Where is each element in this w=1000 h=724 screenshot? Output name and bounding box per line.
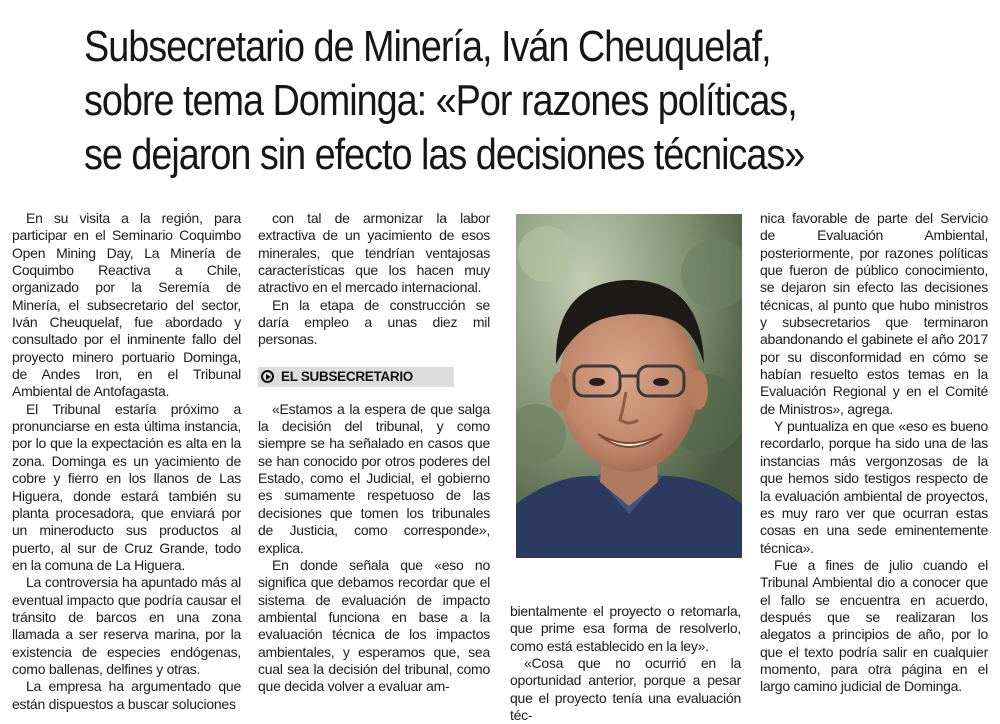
article-column-2 bbox=[258, 210, 490, 696]
headline-line-1: Subsecretario de Minería, Iván Cheuquelaf, bbox=[84, 22, 771, 71]
arrow-right-icon bbox=[261, 370, 274, 383]
paragraph: nica favorable de parte del Servicio de Evaluación Ambiental, posteriormente, por razones políticas que fueron de público conocimiento, se dejaron sin efecto las decisiones técnicas, al punto que hubo ministros y subsecretarios que terminaron abandonando el gabinete el año 2017 por su disconformidad en cómo se habían resuelto estos temas en la Evaluación Regional y en el Comité de Ministros», agrega. bbox=[760, 210, 988, 417]
paragraph: La empresa ha argumentado que están dispuestos a buscar soluciones bbox=[12, 678, 241, 712]
paragraph: En su visita a la región, para participar en el Seminario Coquimbo Open Mining Day, La Minería de Coquimbo Reactiva a Chile, organizado por la Seremía de Minería, el subsecretario del sector, Iván Cheuquelaf, fue abordado y consultado por el inminente fallo del proyecto minero portuario Dominga, de Andes Iron, en el Tribunal Ambiental de Antofagasta. bbox=[12, 210, 241, 400]
portrait-illustration bbox=[516, 214, 742, 558]
paragraph: En la etapa de construcción se daría empleo a unas diez mil personas. bbox=[258, 296, 490, 348]
subhead-label: EL SUBSECRETARIO bbox=[281, 369, 413, 385]
paragraph: «Estamos a la espera de que salga la decisión del tribunal, y como siempre se ha señalado en casos que se han conocido por otros poderes del Estado, como el Judicial, el gobierno es sumamente respetuoso de las decisiones que tomen los tribunales de Justicia, como corresponde», explica. bbox=[258, 400, 490, 556]
paragraph: Y puntualiza en que «eso es bueno recordarlo, porque ha sido una de las instancias más vergonzosas de la que hemos sido testigos respecto de la evaluación ambiental de proyectos, es muy raro ver que ocurran estas cosas en una sede eminentemente técnica». bbox=[760, 418, 988, 556]
paragraph: «Cosa que no ocurrió en la oportunidad anterior, porque a pesar que el proyecto tenía una evaluación téc- bbox=[510, 655, 741, 724]
paragraph: La controversia ha apuntado más al eventual impacto que podría causar el tránsito de barcos en una zona llamada a ser reserva marina, por la existencia de especies endógenas, como ballenas, delfines y otras. bbox=[12, 574, 241, 677]
article-column-1 bbox=[12, 210, 241, 713]
article-column-3 bbox=[510, 603, 741, 724]
section-subhead bbox=[258, 367, 454, 387]
paragraph: con tal de armonizar la labor extractiva de un yacimiento de esos minerales, que tendrían ventajosas características que los hacen muy atractivo en el mercado internacional. bbox=[258, 210, 490, 296]
paragraph: bientalmente el proyecto o retomarla, que prime esa forma de resolverlo, como está establecido en la ley». bbox=[510, 603, 741, 654]
headline-line-3: se dejaron sin efecto las decisiones técnicas» bbox=[84, 130, 805, 179]
headline bbox=[84, 20, 858, 182]
paragraph: El Tribunal estaría próximo a pronunciarse en esta última instancia, por lo que la expectación es alta en la zona. Dominga es un yacimiento de cobre y fierro en los llanos de Las Higuera, donde estará también su planta procesadora, que enviará por un mineroducto sus productos al puerto, al sur de Cruz Grande, todo en la comuna de La Higuera. bbox=[12, 400, 241, 573]
headline-line-2: sobre tema Dominga: «Por razones políticas, bbox=[84, 76, 797, 125]
paragraph: Fue a fines de julio cuando el Tribunal Ambiental dio a conocer que el fallo se encuentra en acuerdo, después que se realizaran los alegatos a principios de año, por lo que el texto podría salir en cualquier momento, para otra página en el largo camino judicial de Dominga. bbox=[760, 556, 988, 695]
portrait-photo bbox=[516, 214, 742, 558]
paragraph: En donde señala que «eso no significa que debamos recordar que el sistema de evaluación de impacto ambiental funciona en base a la evaluación técnica de los impactos ambientales, y esperamos que, sea cual sea la decisión del tribunal, como que decida volver a evaluar am- bbox=[258, 556, 490, 695]
article-column-4 bbox=[760, 210, 988, 696]
